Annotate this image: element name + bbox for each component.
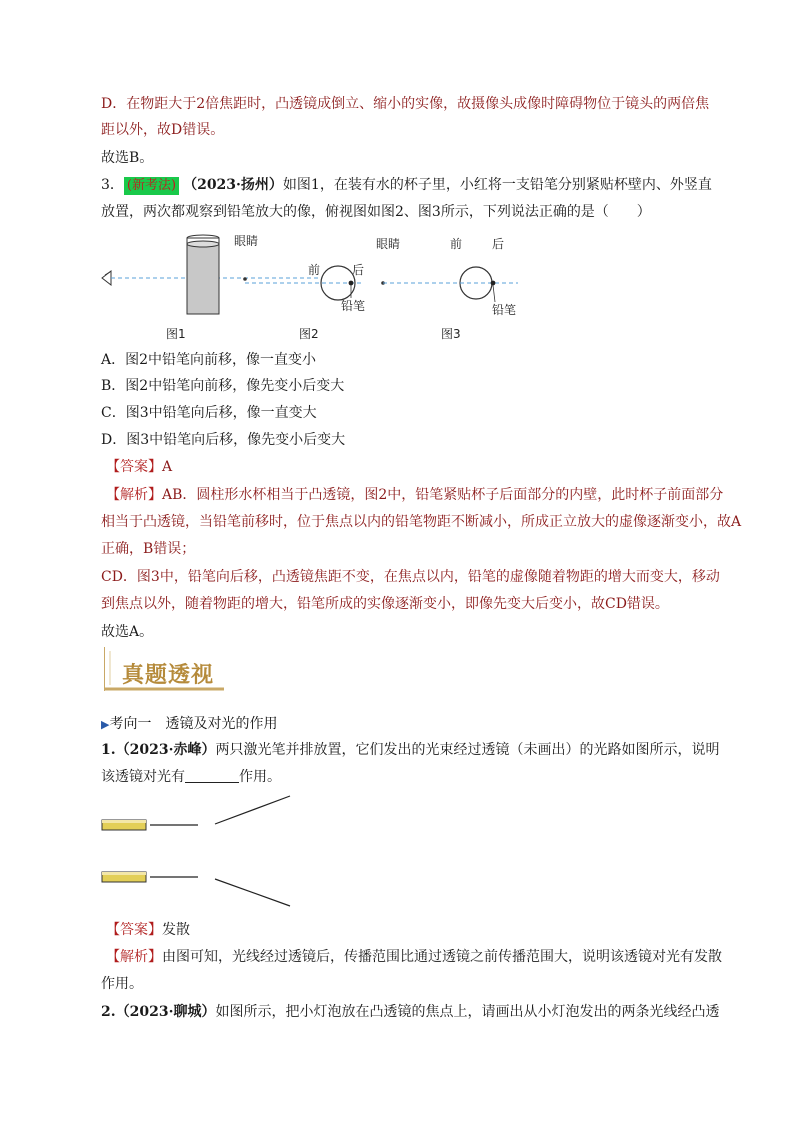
question-text: 如图1，在装有水的杯子里，小红将一支铅笔分别紧贴杯壁内、外竖直 xyxy=(282,177,712,193)
laser-diverge-figure xyxy=(100,790,300,912)
cup-pencil-figure xyxy=(96,228,526,346)
text-line: 故选B。 xyxy=(101,150,154,166)
analysis-3-line5: 到焦点以外，随着物距的增大，铅笔所成的实像逐渐变小，即像先变大后变小，故CD错误。 xyxy=(101,596,669,612)
question-source: （2023·赤峰） xyxy=(115,742,216,758)
question-text: 两只激光笔并排放置，它们发出的光束经过透镜（未画出）的光路如图所示，说明 xyxy=(215,742,720,758)
analysis-3-line4: CD．图3中，铅笔向后移，凸透镜焦距不变，在焦点以内，铅笔的虚像随着物距的增大而变大，移动 xyxy=(101,569,720,585)
analysis-label: 【解析】 xyxy=(106,949,162,965)
answer-value: A xyxy=(162,459,173,475)
question-1-line1 xyxy=(101,740,719,760)
question-number: 2. xyxy=(101,1004,116,1020)
new-exam-tag: (新考法) xyxy=(124,177,179,195)
question-text: 该透镜对光有 xyxy=(101,769,185,785)
pencil-dot-2 xyxy=(349,281,354,286)
option-d: D．图3中铅笔向后移，像先变小后变大 xyxy=(101,432,346,448)
question-2-line1 xyxy=(101,1002,719,1022)
label-back-1: 后 xyxy=(352,263,365,277)
section-title: 真题透视 xyxy=(122,662,215,688)
analysis-3-line3: 正确，B错误； xyxy=(101,541,196,557)
question-number: 3． xyxy=(101,177,124,193)
question-1-line2 xyxy=(101,767,281,787)
analysis-text: 由图可知，光线经过透镜后，传播范围比通过透镜之前传播范围大，说明该透镜对光有发散 xyxy=(162,949,722,965)
label-eye-1: 眼睛 xyxy=(234,234,259,248)
question-text: 如图所示，把小灯泡放在凸透镜的焦点上，请画出从小灯泡发出的两条光线经凸透 xyxy=(215,1004,720,1020)
answer-label: 【答案】 xyxy=(106,459,162,475)
label-pencil-2: 铅笔 xyxy=(492,303,517,317)
pencil-dot-3 xyxy=(491,281,496,286)
label-front-1: 前 xyxy=(308,263,321,277)
question-3-end: 故选A。 xyxy=(101,624,154,640)
water-cup xyxy=(187,235,219,314)
analysis-1-line2: 作用。 xyxy=(101,976,143,992)
answer-value: 发散 xyxy=(162,922,190,938)
caption-fig2: 图2 xyxy=(299,327,319,341)
analysis-3-line2: 相当于凸透镜，当铅笔前移时，位于焦点以内的铅笔物距不断减小，所成正立放大的虚像逐渐变小，故A xyxy=(101,514,742,530)
option-a: A．图2中铅笔向前移，像一直变小 xyxy=(101,352,317,368)
eye-point xyxy=(243,277,247,281)
text-line: D．在物距大于2倍焦距时，凸透镜成倒立、缩小的实像，故摄像头成像时障碍物位于镜头的两倍焦 xyxy=(101,96,710,112)
triangle-icon: ▶ xyxy=(101,718,110,731)
caption-fig3: 图3 xyxy=(441,327,461,341)
text-line: 距以外，故D错误。 xyxy=(101,122,225,138)
answer-3 xyxy=(106,457,172,477)
label-eye-2: 眼睛 xyxy=(376,237,401,251)
analysis-1-line1 xyxy=(106,947,722,967)
analysis-3-line1 xyxy=(106,485,723,505)
answer-label: 【答案】 xyxy=(106,922,162,938)
option-c: C．图3中铅笔向后移，像一直变大 xyxy=(101,405,317,421)
sub-heading-text: 考向一 透镜及对光的作用 xyxy=(109,716,278,732)
question-number: 1. xyxy=(101,742,116,758)
question-3-line1 xyxy=(101,175,712,195)
refracted-ray-2 xyxy=(215,879,290,906)
question-3-line2: 放置，两次都观察到铅笔放大的像，俯视图如图2、图3所示，下列说法正确的是（ ） xyxy=(101,204,651,220)
analysis-text: AB．圆柱形水杯相当于凸透镜，图2中，铅笔紧贴杯子后面部分的内壁，此时杯子前面部分 xyxy=(162,487,724,503)
label-pencil-1: 铅笔 xyxy=(341,299,366,313)
analysis-label: 【解析】 xyxy=(106,487,162,503)
label-front-2: 前 xyxy=(450,237,463,251)
sub-heading xyxy=(101,713,277,733)
caption-fig1: 图1 xyxy=(166,327,186,341)
answer-blank xyxy=(185,768,239,783)
question-text: 作用。 xyxy=(239,769,281,785)
eye-icon xyxy=(102,271,111,285)
refracted-ray-1 xyxy=(215,796,290,824)
question-source: （2023·扬州） xyxy=(183,177,283,193)
option-b: B．图2中铅笔向前移，像先变小后变大 xyxy=(101,378,345,394)
label-back-2: 后 xyxy=(492,237,505,251)
answer-1 xyxy=(106,920,190,940)
question-source: （2023·聊城） xyxy=(115,1004,216,1020)
